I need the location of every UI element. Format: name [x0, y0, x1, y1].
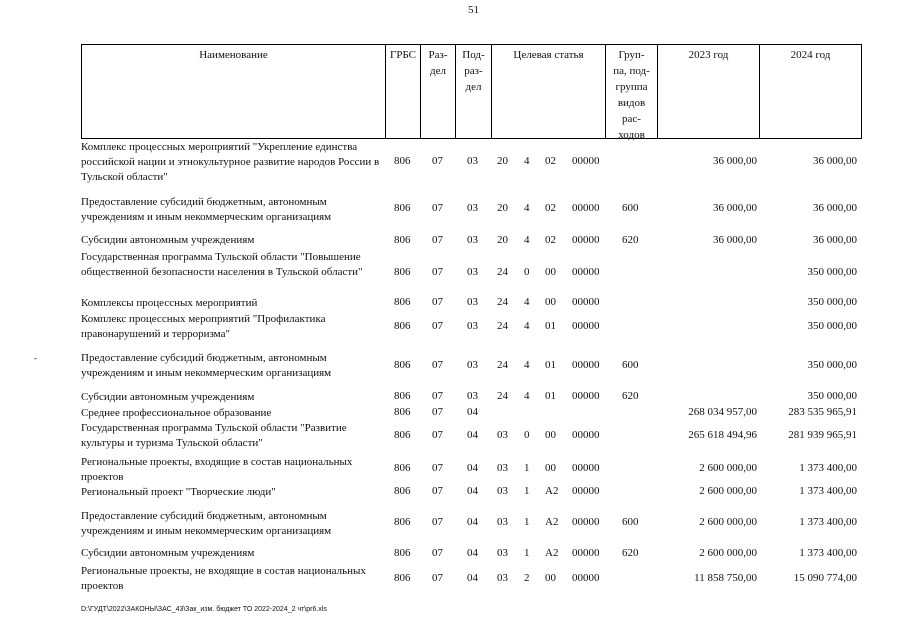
row-name: Субсидии автономным учреждениям: [81, 234, 255, 246]
cell-y2023: 2 600 000,00: [699, 547, 757, 559]
cell-t3: А2: [545, 485, 559, 497]
cell-t4: 00000: [572, 202, 600, 214]
header-name: Наименование: [81, 44, 386, 139]
cell-t1: 03: [497, 429, 508, 441]
cell-y2023: 268 034 957,00: [688, 406, 757, 418]
cell-grbs: 806: [394, 572, 411, 584]
row-name: Субсидии автономным учреждениям: [81, 391, 255, 403]
cell-t1: 03: [497, 516, 508, 528]
margin-mark: -: [34, 353, 37, 363]
cell-t3: А2: [545, 547, 559, 559]
cell-y2024: 350 000,00: [807, 359, 857, 371]
cell-rz: 07: [432, 516, 443, 528]
header-2024: 2024 год: [759, 44, 862, 139]
cell-y2023: 36 000,00: [713, 202, 757, 214]
cell-t4: 00000: [572, 547, 600, 559]
cell-y2023: 2 600 000,00: [699, 516, 757, 528]
cell-vr: 620: [622, 547, 639, 559]
cell-rz: 07: [432, 390, 443, 402]
cell-t4: 00000: [572, 390, 600, 402]
cell-rz: 07: [432, 462, 443, 474]
row-name: Региональный проект "Творческие люди": [81, 486, 276, 498]
cell-t2: 4: [524, 320, 530, 332]
cell-rz: 07: [432, 320, 443, 332]
cell-t1: 20: [497, 202, 508, 214]
cell-grbs: 806: [394, 390, 411, 402]
row-name: Комплексы процессных мероприятий: [81, 297, 258, 309]
cell-pr: 04: [467, 485, 478, 497]
cell-rz: 07: [432, 296, 443, 308]
cell-t3: 01: [545, 359, 556, 371]
cell-vr: 620: [622, 390, 639, 402]
cell-t3: 02: [545, 155, 556, 167]
cell-rz: 07: [432, 155, 443, 167]
cell-y2024: 281 939 965,91: [788, 429, 857, 441]
row-name: Государственная программа Тульской области "Развитие культуры и туризма Тульской области": [81, 422, 347, 449]
cell-t1: 24: [497, 296, 508, 308]
header-podrazdel: Под- раз- дел: [455, 44, 492, 139]
cell-vr: 600: [622, 359, 639, 371]
cell-t3: 02: [545, 234, 556, 246]
cell-pr: 04: [467, 462, 478, 474]
cell-rz: 07: [432, 234, 443, 246]
footer-file-path: D:\ГУДТ\2022\ЗАКОНЫ\ЗАС_43\Зак_изм. бюджет ТО 2022-2024_2 чт\pr6.xls: [81, 606, 327, 613]
cell-y2024: 1 373 400,00: [799, 516, 857, 528]
cell-t4: 00000: [572, 266, 600, 278]
cell-t4: 00000: [572, 429, 600, 441]
cell-t3: А2: [545, 516, 559, 528]
cell-y2023: 2 600 000,00: [699, 462, 757, 474]
cell-y2024: 1 373 400,00: [799, 547, 857, 559]
cell-pr: 04: [467, 572, 478, 584]
cell-y2024: 283 535 965,91: [788, 406, 857, 418]
cell-rz: 07: [432, 547, 443, 559]
cell-pr: 03: [467, 155, 478, 167]
cell-vr: 600: [622, 516, 639, 528]
cell-t2: 1: [524, 547, 530, 559]
row-name: Предоставление субсидий бюджетным, автономным учреждениям и иным некоммерческим организациям: [81, 196, 332, 223]
cell-t1: 03: [497, 572, 508, 584]
cell-rz: 07: [432, 572, 443, 584]
row-name: Региональные проекты, не входящие в состав национальных проектов: [81, 565, 366, 592]
cell-t1: 03: [497, 462, 508, 474]
cell-rz: 07: [432, 359, 443, 371]
cell-t2: 4: [524, 296, 530, 308]
cell-t2: 1: [524, 516, 530, 528]
cell-rz: 07: [432, 202, 443, 214]
cell-t2: 0: [524, 266, 530, 278]
cell-grbs: 806: [394, 266, 411, 278]
cell-t3: 00: [545, 572, 556, 584]
cell-pr: 03: [467, 202, 478, 214]
cell-t1: 24: [497, 320, 508, 332]
cell-t4: 00000: [572, 234, 600, 246]
cell-pr: 03: [467, 296, 478, 308]
cell-t1: 03: [497, 485, 508, 497]
cell-grbs: 806: [394, 462, 411, 474]
cell-y2023: 36 000,00: [713, 155, 757, 167]
cell-pr: 04: [467, 547, 478, 559]
cell-y2024: 350 000,00: [807, 390, 857, 402]
row-name: Субсидии автономным учреждениям: [81, 547, 255, 559]
cell-t3: 01: [545, 320, 556, 332]
cell-y2023: 265 618 494,96: [688, 429, 757, 441]
cell-y2024: 15 090 774,00: [793, 572, 857, 584]
cell-y2024: 1 373 400,00: [799, 462, 857, 474]
cell-y2024: 350 000,00: [807, 320, 857, 332]
cell-y2024: 350 000,00: [807, 266, 857, 278]
cell-grbs: 806: [394, 516, 411, 528]
row-name: Государственная программа Тульской области "Повышение общественной безопасности населения в Тульской области": [81, 251, 363, 278]
cell-t1: 20: [497, 234, 508, 246]
cell-rz: 07: [432, 266, 443, 278]
cell-t2: 4: [524, 155, 530, 167]
cell-t4: 00000: [572, 462, 600, 474]
cell-t1: 20: [497, 155, 508, 167]
cell-y2024: 36 000,00: [813, 234, 857, 246]
header-target: Целевая статья: [491, 44, 606, 139]
cell-t4: 00000: [572, 320, 600, 332]
row-name: Среднее профессиональное образование: [81, 407, 272, 419]
cell-t4: 00000: [572, 359, 600, 371]
cell-t4: 00000: [572, 572, 600, 584]
cell-grbs: 806: [394, 202, 411, 214]
cell-pr: 03: [467, 320, 478, 332]
cell-grbs: 806: [394, 296, 411, 308]
cell-vr: 620: [622, 234, 639, 246]
page-number: 51: [468, 4, 479, 16]
cell-grbs: 806: [394, 320, 411, 332]
cell-grbs: 806: [394, 429, 411, 441]
cell-t2: 2: [524, 572, 530, 584]
row-name: Комплекс процессных мероприятий "Укрепление единства российской нации и этнокультурное развитие народов России в Тульской области": [81, 141, 380, 183]
cell-t1: 24: [497, 266, 508, 278]
cell-t3: 02: [545, 202, 556, 214]
header-razdel: Раз- дел: [420, 44, 456, 139]
cell-t2: 4: [524, 390, 530, 402]
cell-t3: 00: [545, 462, 556, 474]
cell-y2023: 2 600 000,00: [699, 485, 757, 497]
cell-rz: 07: [432, 429, 443, 441]
cell-t3: 00: [545, 266, 556, 278]
cell-pr: 03: [467, 390, 478, 402]
row-name: Комплекс процессных мероприятий "Профилактика правонарушений и терроризма": [81, 313, 326, 340]
cell-pr: 04: [467, 516, 478, 528]
cell-t3: 01: [545, 390, 556, 402]
header-2023: 2023 год: [657, 44, 760, 139]
cell-t2: 1: [524, 485, 530, 497]
row-name: Предоставление субсидий бюджетным, автономным учреждениям и иным некоммерческим организациям: [81, 352, 332, 379]
cell-t4: 00000: [572, 516, 600, 528]
cell-vr: 600: [622, 202, 639, 214]
cell-rz: 07: [432, 485, 443, 497]
cell-t1: 03: [497, 547, 508, 559]
cell-t2: 1: [524, 462, 530, 474]
header-grbs: ГРБС: [385, 44, 421, 139]
cell-t1: 24: [497, 359, 508, 371]
cell-t3: 00: [545, 296, 556, 308]
cell-grbs: 806: [394, 547, 411, 559]
cell-t2: 4: [524, 359, 530, 371]
cell-y2024: 350 000,00: [807, 296, 857, 308]
cell-pr: 03: [467, 234, 478, 246]
cell-grbs: 806: [394, 234, 411, 246]
cell-t4: 00000: [572, 296, 600, 308]
cell-t4: 00000: [572, 155, 600, 167]
cell-rz: 07: [432, 406, 443, 418]
header-group: Груп- па, под- группа видов рас- ходов: [605, 44, 658, 139]
cell-t2: 4: [524, 234, 530, 246]
cell-t2: 4: [524, 202, 530, 214]
cell-t4: 00000: [572, 485, 600, 497]
row-name: Предоставление субсидий бюджетным, автономным учреждениям и иным некоммерческим организациям: [81, 510, 332, 537]
cell-grbs: 806: [394, 485, 411, 497]
cell-y2023: 11 858 750,00: [694, 572, 757, 584]
cell-pr: 04: [467, 406, 478, 418]
cell-grbs: 806: [394, 406, 411, 418]
row-name: Региональные проекты, входящие в состав национальных проектов: [81, 456, 353, 483]
cell-grbs: 806: [394, 359, 411, 371]
cell-t3: 00: [545, 429, 556, 441]
cell-pr: 03: [467, 266, 478, 278]
cell-t2: 0: [524, 429, 530, 441]
cell-pr: 03: [467, 359, 478, 371]
cell-y2024: 1 373 400,00: [799, 485, 857, 497]
cell-y2024: 36 000,00: [813, 202, 857, 214]
cell-pr: 04: [467, 429, 478, 441]
cell-y2024: 36 000,00: [813, 155, 857, 167]
cell-t1: 24: [497, 390, 508, 402]
cell-grbs: 806: [394, 155, 411, 167]
cell-y2023: 36 000,00: [713, 234, 757, 246]
